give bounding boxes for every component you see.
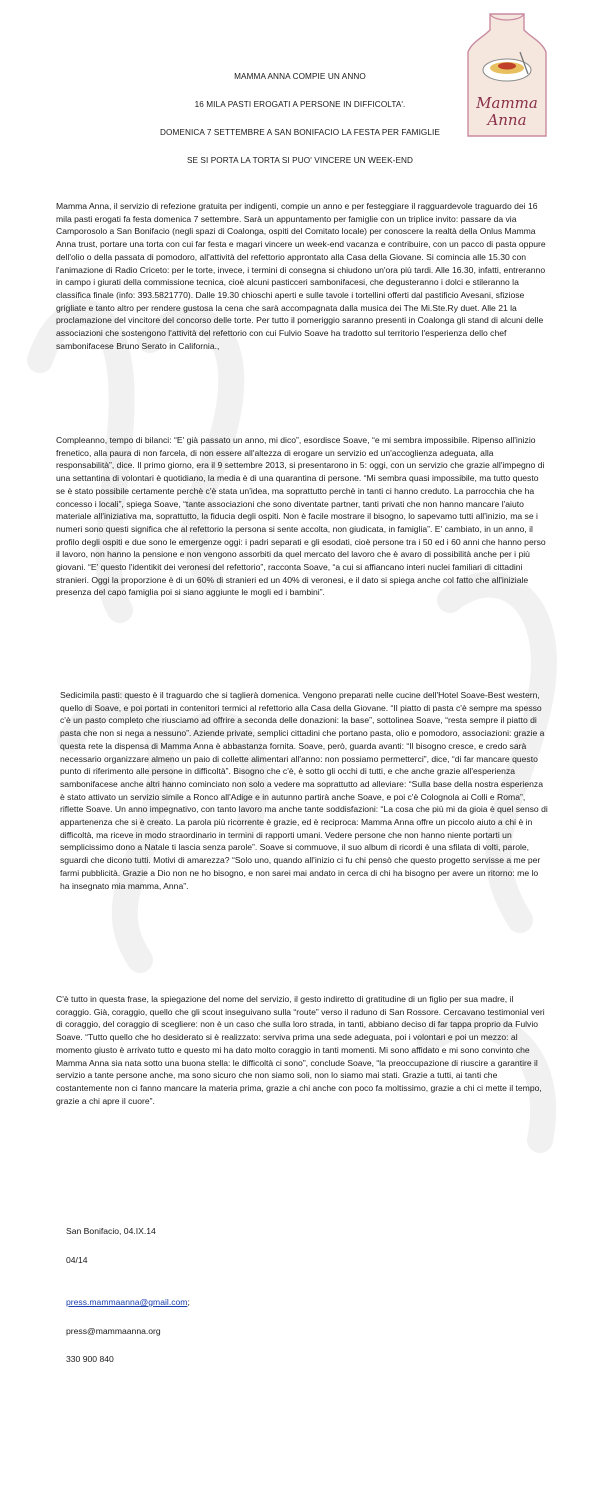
paragraph-4: C'è tutto in questa frase, la spiegazione del nome del servizio, il gesto indiretto di gratitudine di un figlio per sua madre, il coraggio. Già, coraggio, quello che gli scout inseguivano sulla “route” verso il raduno di San Rossore. Cercavano testimonial veri di coraggio, del coraggio di scegliere: non è un caso che sulla loro strada, in tanti, abbiano deciso di far tappa proprio da Fulvio Soave. “Tutto quello che ho desiderato si è realizzato: serviva prima una sede adeguata, poi i volontari e poi un mezzo: al momento giusto è arrivato tutto e questo mi ha dato molto coraggio in tanti momenti. Mi sono affidato e mi sono convinto che Mamma Anna sia nata sotto una buona stella: le difficoltà ci sono”, conclude Soave, “la preoccupazione di riuscire a garantire il servizio a tante persone anche, ma sono sicuro che non siamo soli, non lo siamo mai stati. Grazie a tutti, ai tanti che costantemente non ci fanno mancare la materia prima, grazie a chi anche con poco fa moltissimo, grazie a chi ci mette il tempo, grazie a chi apre il cuore”. (56, 994, 545, 1106)
paragraph-2: Compleanno, tempo di bilanci: “E' già passato un anno, mi dico”, esordisce Soave, “e mi sembra impossibile. Ripenso all'inizio frenetico, alla paura di non farcela, di non essere all'altezza di erogare un servizio ed un'accoglienza adeguata, alla responsabilità”, dice. Il primo giorno, era il 9 settembre 2013, si presentarono in 5: oggi, con un servizio che grazie all'impegno di una settantina di volontari è quotidiano, la media è di una quarantina di persone. “Mi sembra quasi impossibile, ma tutto questo se è stato possibile certamente perchè c'è stata un'idea, ma soprattutto perchè in tanti ci hanno creduto. La parrocchia che ha concesso i locali”, spiega Soave, “tante associazioni che sono diventate partner, tanti privati che non hanno mancare l'aiuto materiale all'iniziativa ma, soprattutto, la fiducia degli ospiti. Non è facile mostrare il bisogno, lo sapevamo tutti all'inizio, ma se i numeri sono questi significa che al refettorio la persona si sente accolta, non giudicata, in famiglia”. E' cambiato, in un anno, il profilo degli ospiti e due sono le emergenze oggi: i padri separati e gli esodati, cioè persone tra i 50 ed i 60 anni che hanno perso il lavoro, non hanno la pensione e non vengono assorbiti da quel mercato del lavoro che è avaro di possibilità anche per i più giovani. “E' questo l'identikit dei veronesi del refettorio”, racconta Soave, “a cui si affiancano interi nuclei familiari di cittadini stranieri. Oggi la proporzione è di un 60% di stranieri ed un 40% di veronesi, e il dato si spiega anche col fatto che all'iniziale presenza del capo famiglia poi si siano aggiunte le mogli ed i bambini”. (56, 435, 546, 598)
headline-1: MAMMA ANNA COMPIE UN ANNO (234, 72, 366, 81)
logo-text-anna: Anna (487, 111, 527, 129)
headline-2: 16 MILA PASTI EROGATI A PERSONE IN DIFFICOLTA'. (194, 100, 406, 109)
paragraph-3: Sedicimila pasti: questo è il traguardo che si taglierà domenica. Vengono preparati nelle cucine dell'Hotel Soave-Best western, quello di Soave, e poi portati in contenitori termici al refettorio alla Casa della Giovane. “Il piatto di pasta c'è sempre ma spesso c'è un pasto completo che riusciamo ad offrire a seconda delle donazioni: la base”, sottolinea Soave, “resta sempre il piatto di pasta che non si nega a nessuno”. Aziende private, semplici cittadini che portano pasta, olio e pomodoro, associazioni: grazie a questa rete la dispensa di Mamma Anna è abbastanza fornita. Soave, però, guarda avanti: “Il bisogno cresce, e credo sarà necessario organizzare almeno un paio di collette alimentari all'anno: non possiamo permetterci”, dice, “di far mancare questo punto di riferimento alle persone in difficoltà”. Bisogno che c'è, è sotto gli occhi di tutti, e che anche grazie all'esperienza sambonifacese anche altri hanno cominciato non solo a vedere ma soprattutto ad alleviare: “Sulla base della nostra esperienza è stato attivato un servizio simile a Ronco all'Adige e in autunno partirà anche Soave, e poi c'è Colognola ai Colli e Roma”, riflette Soave. Un anno impegnativo, con tanto lavoro ma anche tante soddisfazioni: “La cosa che più mi da gioia è quel senso di appartenenza che si è creato. La parola più ricorrente è grazie, ed è reciproca: Mamma Anna offre un piccolo aiuto a chi è in difficoltà, ma riceve in modo straordinario in termini di rapporti umani. Vedere persone che non hanno niente portarti un semplicissimo dono a Natale ti lascia senza parole”. Soave si commuove, il suo album di ricordi è una sfilata di volti, parole, sguardi che dicono tutti. Motivi di amarezza? “Solo uno, quando all'inizio ci fu chi pensò che questo progetto servisse a me per farmi pubblicità. Grazie a Dio non ne ho bisogno, e non sarei mai andato in cerca di chi ha bisogno per avere un ritorno: me lo ha insegnato mia mamma, Anna”. (60, 690, 548, 891)
headline-block (150, 72, 450, 184)
mamma-anna-logo (462, 12, 552, 142)
phone-number: 330 900 840 (66, 1354, 114, 1364)
place-date: San Bonifacio, 04.IX.14 (66, 1226, 156, 1236)
email-line (66, 1297, 190, 1307)
email-separator: ; (187, 1297, 190, 1307)
email-link[interactable]: press.mammaanna@gmail.com (66, 1297, 188, 1307)
headline-4: SE SI PORTA LA TORTA SI PUO' VINCERE UN WEEK-END (186, 156, 414, 165)
reference-number: 04/14 (66, 1255, 88, 1265)
email-2: press@mammaanna.org (66, 1326, 161, 1336)
logo-text-mamma: Mamma (476, 94, 538, 112)
headline-3: DOMENICA 7 SETTEMBRE A SAN BONIFACIO LA FESTA PER FAMIGLIE (160, 128, 440, 137)
paragraph-1: Mamma Anna, il servizio di refezione gratuita per indigenti, compie un anno e per festeggiare il ragguardevole traguardo dei 16 mila pasti erogati fa festa domenica 7 settembre. Sarà un appuntamento per famiglie con un triplice invito: passare da via Camporosolo a San Bonifacio (negli spazi di Coalonga, ospiti del Comitato locale) per conoscere la realtà della Onlus Mamma Anna trust, portare una torta con cui far festa e magari vincere un week-end vacanza e contribuire, con un pacco di pasta oppure dell'olio o della passata di pomodoro, all'attività del refettorio approntato alla Casa della Giovane. Si comincia alle 15.30 con l'animazione di Radio Criceto: per le torte, invece, i termini di consegna si chiudono un'ora più tardi. Alle 16.30, infatti, entreranno in campo i giurati della commissione tecnica, cioè alcuni pasticceri sambonifacesi, che degusteranno i dolci e stileranno la classifica finale (info: 393.5821770). Dalle 19.30 chioschi aperti e sulle tavole i tortellini offerti dal pastificio Avesani, sfiziose grigliate e tanto altro per rendere gustosa la cena che sarà accompagnata dalla musica dei The Mi.Ste.Ry duet. Alle 21 la proclamazione del vincitore del concorso delle torte. Per tutto il pomeriggio saranno presenti in Coalonga gli stand di alcuni delle associazioni che sostengono l'attività del refettorio con cui Fulvio Soave ha tradotto sul territorio l'esperienza dello chef sambonifacese Bruno Serato in California., (56, 201, 546, 351)
